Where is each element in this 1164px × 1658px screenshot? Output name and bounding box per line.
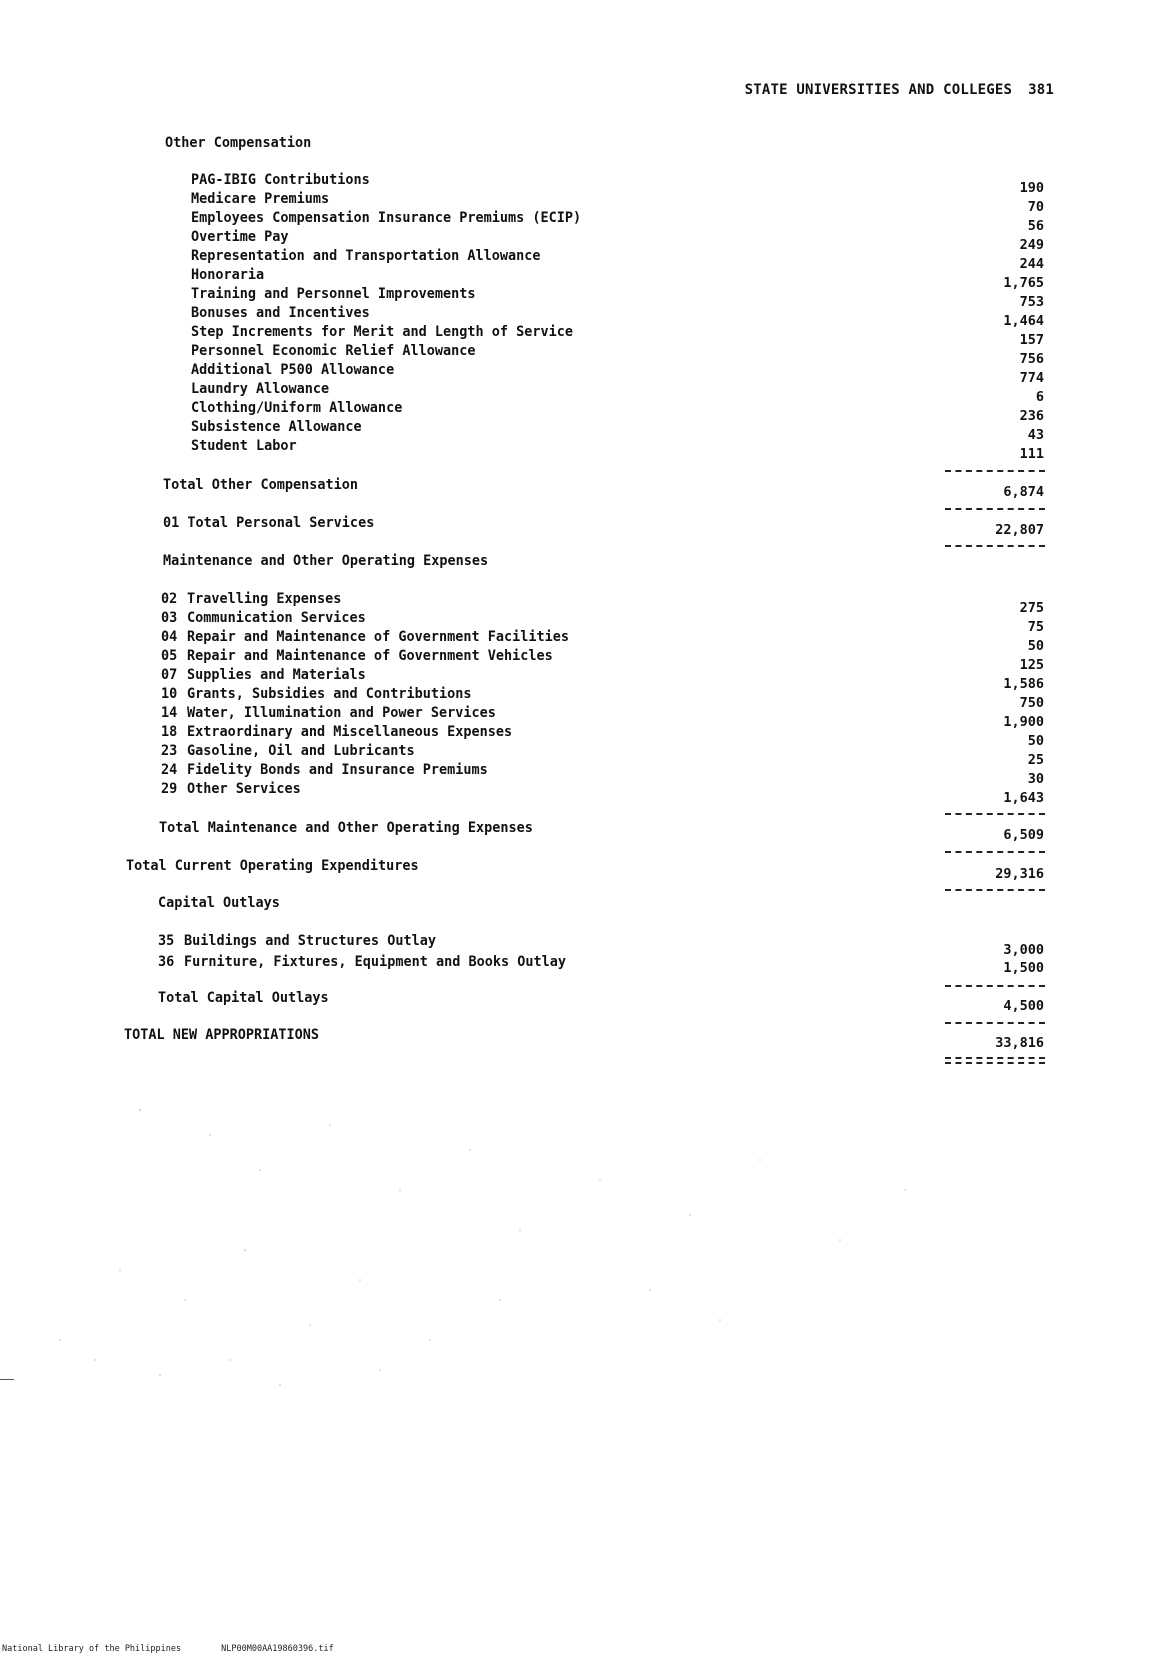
subtotal-rule — [945, 508, 1045, 510]
line-item-amount: 1,765 — [1003, 275, 1044, 291]
total-current-operating-amount: 29,316 — [995, 866, 1044, 882]
mooe-item — [161, 724, 512, 741]
object-code: 02 — [161, 590, 178, 608]
line-item-amount: 70 — [1027, 199, 1044, 215]
total-new-appropriations-label: TOTAL NEW APPROPRIATIONS — [124, 1026, 320, 1044]
mooe-item-amount: 1,643 — [1003, 790, 1044, 806]
capital-item-amount: 1,500 — [1003, 960, 1044, 976]
object-code: 04 — [161, 628, 178, 646]
scan-edge-mark — [0, 1379, 14, 1380]
object-code: 14 — [161, 704, 178, 722]
total-new-appropriations-amount: 33,816 — [995, 1035, 1044, 1051]
mooe-item-amount: 75 — [1027, 619, 1044, 635]
object-label: Buildings and Structures Outlay — [184, 932, 436, 950]
line-item-label: Clothing/Uniform Allowance — [191, 399, 403, 417]
total-personal-services-label: 01 Total Personal Services — [163, 514, 375, 532]
subtotal-rule — [945, 813, 1045, 815]
line-item-amount: 56 — [1027, 218, 1044, 234]
scan-noise — [0, 1040, 1164, 1400]
capital-outlays-heading: Capital Outlays — [158, 894, 280, 912]
line-item-label: Overtime Pay — [191, 228, 289, 246]
line-item-label: Bonuses and Incentives — [191, 304, 370, 322]
header-title: STATE UNIVERSITIES AND COLLEGES — [744, 82, 1013, 98]
mooe-item — [161, 705, 496, 722]
object-code: 18 — [161, 723, 178, 741]
line-item-amount: 1,464 — [1003, 313, 1044, 329]
footer-file: NLP00M00AA19860396.tif — [221, 1644, 334, 1654]
mooe-heading: Maintenance and Other Operating Expenses — [163, 552, 489, 570]
object-label: Repair and Maintenance of Government Vehicles — [187, 647, 553, 665]
line-item-label: Student Labor — [191, 437, 297, 455]
line-item-amount: 6 — [1035, 389, 1044, 405]
object-code: 05 — [161, 647, 178, 665]
line-item-label: Medicare Premiums — [191, 190, 330, 208]
line-item-label: Representation and Transportation Allowance — [191, 247, 541, 265]
line-item-label: Additional P500 Allowance — [191, 361, 395, 379]
object-label: Extraordinary and Miscellaneous Expenses — [187, 723, 513, 741]
subtotal-rule — [945, 985, 1045, 987]
mooe-item — [161, 591, 341, 608]
line-item-amount: 43 — [1027, 427, 1044, 443]
line-item-label: Laundry Allowance — [191, 380, 330, 398]
object-code: 36 — [158, 953, 175, 971]
line-item-label: Honoraria — [191, 266, 265, 284]
object-label: Fidelity Bonds and Insurance Premiums — [187, 761, 488, 779]
object-code: 35 — [158, 932, 175, 950]
object-label: Other Services — [187, 780, 301, 798]
mooe-item-amount: 50 — [1027, 638, 1044, 654]
subtotal-rule — [945, 545, 1045, 547]
subtotal-rule — [945, 1022, 1045, 1024]
footer-source: National Library of the Philippines — [2, 1644, 182, 1654]
page-number: 381 — [1028, 82, 1054, 98]
line-item-amount: 157 — [1019, 332, 1044, 348]
total-personal-services-amount: 22,807 — [995, 522, 1044, 538]
mooe-item — [161, 762, 488, 779]
line-item-amount: 111 — [1019, 446, 1044, 462]
object-label: Water, Illumination and Power Services — [187, 704, 496, 722]
mooe-item — [161, 610, 366, 627]
other-compensation-heading: Other Compensation — [165, 134, 312, 152]
object-code: 24 — [161, 761, 178, 779]
subtotal-rule — [945, 470, 1045, 472]
scan-footer — [2, 1644, 374, 1654]
mooe-item — [161, 743, 415, 760]
object-code: 07 — [161, 666, 178, 684]
object-label: Repair and Maintenance of Government Facilities — [187, 628, 570, 646]
total-current-operating-label: Total Current Operating Expenditures — [126, 857, 419, 875]
line-item-amount: 249 — [1019, 237, 1044, 253]
line-item-amount: 244 — [1019, 256, 1044, 272]
mooe-item-amount: 750 — [1019, 695, 1044, 711]
line-item-amount: 774 — [1019, 370, 1044, 386]
mooe-item — [161, 648, 553, 665]
object-label: Travelling Expenses — [187, 590, 342, 608]
object-label: Supplies and Materials — [187, 666, 366, 684]
mooe-item-amount: 1,586 — [1003, 676, 1044, 692]
line-item-amount: 756 — [1019, 351, 1044, 367]
page-header — [745, 82, 1054, 98]
line-item-label: PAG-IBIG Contributions — [191, 171, 370, 189]
line-item-label: Employees Compensation Insurance Premiums (ECIP) — [191, 209, 582, 227]
line-item-label: Step Increments for Merit and Length of Service — [191, 323, 574, 341]
capital-item-amount: 3,000 — [1003, 942, 1044, 958]
object-label: Gasoline, Oil and Lubricants — [187, 742, 415, 760]
mooe-item — [161, 686, 471, 703]
line-item-amount: 190 — [1019, 180, 1044, 196]
capital-item — [158, 933, 436, 950]
total-mooe-label: Total Maintenance and Other Operating Expenses — [159, 819, 533, 837]
line-item-label: Subsistence Allowance — [191, 418, 362, 436]
mooe-item — [161, 667, 366, 684]
mooe-item-amount: 25 — [1027, 752, 1044, 768]
mooe-item-amount: 50 — [1027, 733, 1044, 749]
subtotal-rule — [945, 889, 1045, 891]
object-code: 10 — [161, 685, 178, 703]
object-label: Furniture, Fixtures, Equipment and Books Outlay — [184, 953, 567, 971]
line-item-amount: 236 — [1019, 408, 1044, 424]
line-item-amount: 753 — [1019, 294, 1044, 310]
object-code: 29 — [161, 780, 178, 798]
line-item-label: Personnel Economic Relief Allowance — [191, 342, 476, 360]
total-other-compensation-amount: 6,874 — [1003, 484, 1044, 500]
mooe-item-amount: 30 — [1027, 771, 1044, 787]
mooe-item — [161, 629, 569, 646]
line-item-label: Training and Personnel Improvements — [191, 285, 476, 303]
mooe-item-amount: 1,900 — [1003, 714, 1044, 730]
object-label: Communication Services — [187, 609, 366, 627]
subtotal-rule — [945, 851, 1045, 853]
mooe-item — [161, 781, 301, 798]
total-capital-outlays-label: Total Capital Outlays — [158, 989, 329, 1007]
mooe-item-amount: 275 — [1019, 600, 1044, 616]
total-capital-outlays-amount: 4,500 — [1003, 998, 1044, 1014]
object-code: 03 — [161, 609, 178, 627]
total-other-compensation-label: Total Other Compensation — [163, 476, 359, 494]
object-code: 23 — [161, 742, 178, 760]
object-label: Grants, Subsidies and Contributions — [187, 685, 472, 703]
mooe-item-amount: 125 — [1019, 657, 1044, 673]
total-mooe-amount: 6,509 — [1003, 827, 1044, 843]
capital-item — [158, 954, 566, 971]
